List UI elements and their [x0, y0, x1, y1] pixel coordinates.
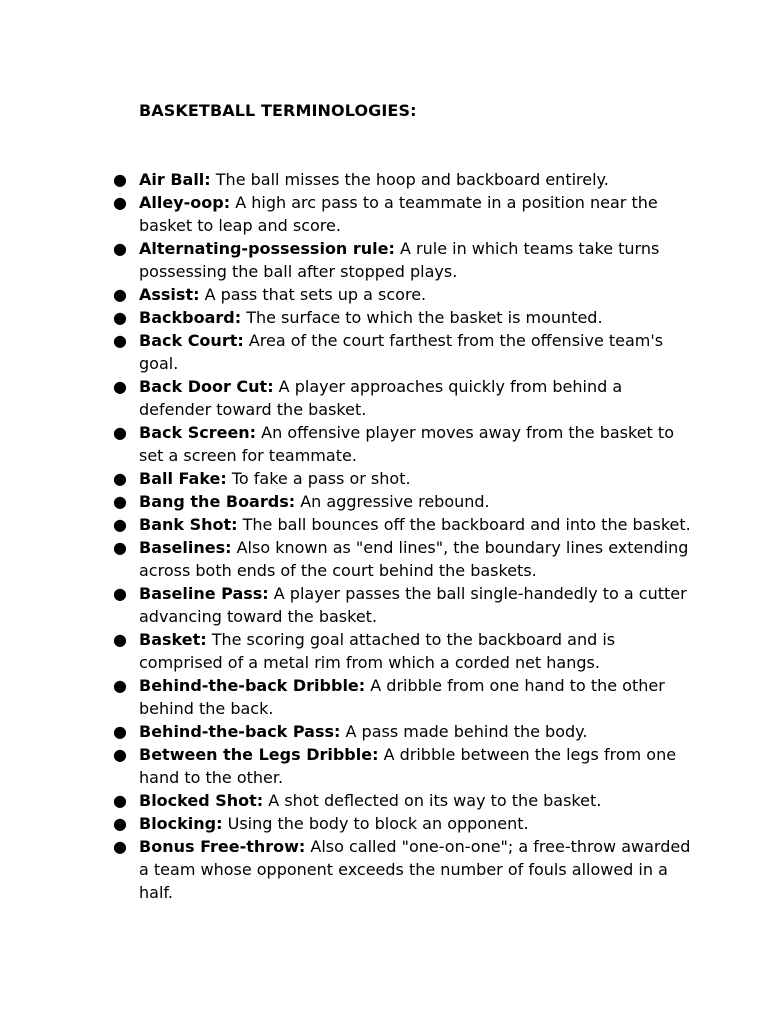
- bullet-icon: ●: [113, 331, 127, 350]
- term-name: Back Screen:: [139, 423, 257, 442]
- term-definition: A dribble from one hand to the other behind the back.: [139, 676, 665, 718]
- term-definition: A player passes the ball single-handedly to a cutter advancing toward the basket.: [139, 584, 687, 626]
- term-definition: A rule in which teams take turns possessing the ball after stopped plays.: [139, 239, 660, 281]
- bullet-icon: ●: [113, 722, 127, 741]
- term-definition: The scoring goal attached to the backboard and is comprised of a metal rim from which a corded net hangs.: [139, 630, 616, 672]
- bullet-icon: ●: [113, 538, 127, 557]
- bullet-icon: ●: [113, 469, 127, 488]
- list-item: [113, 237, 699, 283]
- list-item: [113, 513, 699, 536]
- bullet-icon: ●: [113, 423, 127, 442]
- bullet-icon: ●: [113, 170, 127, 189]
- term-name: Basket:: [139, 630, 207, 649]
- term-definition: A player approaches quickly from behind a defender toward the basket.: [139, 377, 623, 419]
- bullet-icon: ●: [113, 745, 127, 764]
- bullet-icon: ●: [113, 676, 127, 695]
- term-definition: A pass made behind the body.: [340, 722, 588, 741]
- term-definition: A shot deflected on its way to the basket.: [263, 791, 602, 810]
- term-name: Back Court:: [139, 331, 244, 350]
- term-name: Baseline Pass:: [139, 584, 269, 603]
- list-item: [113, 812, 699, 835]
- list-item: [113, 168, 699, 191]
- term-name: Bang the Boards:: [139, 492, 296, 511]
- bullet-icon: ●: [113, 814, 127, 833]
- bullet-icon: ●: [113, 377, 127, 396]
- term-definition: A pass that sets up a score.: [199, 285, 427, 304]
- bullet-icon: ●: [113, 837, 127, 856]
- list-item: [113, 375, 699, 421]
- term-definition: Also called "one-on-one"; a free-throw awarded a team whose opponent exceeds the number of fouls allowed in a half.: [139, 837, 691, 902]
- list-item: [113, 582, 699, 628]
- term-definition: A dribble between the legs from one hand to the other.: [139, 745, 677, 787]
- term-name: Baselines:: [139, 538, 232, 557]
- term-name: Blocking:: [139, 814, 223, 833]
- term-name: Backboard:: [139, 308, 242, 327]
- list-item: [113, 628, 699, 674]
- bullet-icon: ●: [113, 584, 127, 603]
- term-name: Bank Shot:: [139, 515, 238, 534]
- list-item: [113, 743, 699, 789]
- term-definition: Area of the court farthest from the offensive team's goal.: [139, 331, 664, 373]
- bullet-icon: ●: [113, 630, 127, 649]
- list-item: [113, 467, 699, 490]
- term-definition: To fake a pass or shot.: [226, 469, 411, 488]
- list-item: [113, 283, 699, 306]
- term-name: Ball Fake:: [139, 469, 227, 488]
- list-item: [113, 789, 699, 812]
- list-item: [113, 720, 699, 743]
- term-definition: A high arc pass to a teammate in a position near the basket to leap and score.: [139, 193, 658, 235]
- term-name: Air Ball:: [139, 170, 211, 189]
- list-item: [113, 536, 699, 582]
- list-item: [113, 835, 699, 904]
- term-name: Back Door Cut:: [139, 377, 274, 396]
- term-name: Bonus Free-throw:: [139, 837, 306, 856]
- term-definition: The ball bounces off the backboard and into the basket.: [237, 515, 691, 534]
- term-definition: An aggressive rebound.: [295, 492, 490, 511]
- term-name: Blocked Shot:: [139, 791, 264, 810]
- term-definition: Also known as "end lines", the boundary lines extending across both ends of the court behind the baskets.: [139, 538, 689, 580]
- list-item: [113, 490, 699, 513]
- term-name: Alley-oop:: [139, 193, 231, 212]
- term-definition: The surface to which the basket is mounted.: [241, 308, 603, 327]
- term-name: Assist:: [139, 285, 200, 304]
- bullet-icon: ●: [113, 193, 127, 212]
- list-item: [113, 191, 699, 237]
- bullet-icon: ●: [113, 791, 127, 810]
- list-item: [113, 306, 699, 329]
- page-title: BASKETBALL TERMINOLOGIES:: [139, 101, 417, 120]
- term-name: Alternating-possession rule:: [139, 239, 395, 258]
- bullet-icon: ●: [113, 492, 127, 511]
- term-name: Behind-the-back Dribble:: [139, 676, 366, 695]
- term-definition: An offensive player moves away from the basket to set a screen for teammate.: [139, 423, 674, 465]
- bullet-icon: ●: [113, 308, 127, 327]
- term-definition: Using the body to block an opponent.: [222, 814, 529, 833]
- bullet-icon: ●: [113, 239, 127, 258]
- terminology-list: [113, 168, 699, 904]
- list-item: [113, 421, 699, 467]
- list-item: [113, 674, 699, 720]
- bullet-icon: ●: [113, 515, 127, 534]
- list-item: [113, 329, 699, 375]
- bullet-icon: ●: [113, 285, 127, 304]
- term-name: Between the Legs Dribble:: [139, 745, 379, 764]
- term-name: Behind-the-back Pass:: [139, 722, 341, 741]
- term-definition: The ball misses the hoop and backboard entirely.: [210, 170, 609, 189]
